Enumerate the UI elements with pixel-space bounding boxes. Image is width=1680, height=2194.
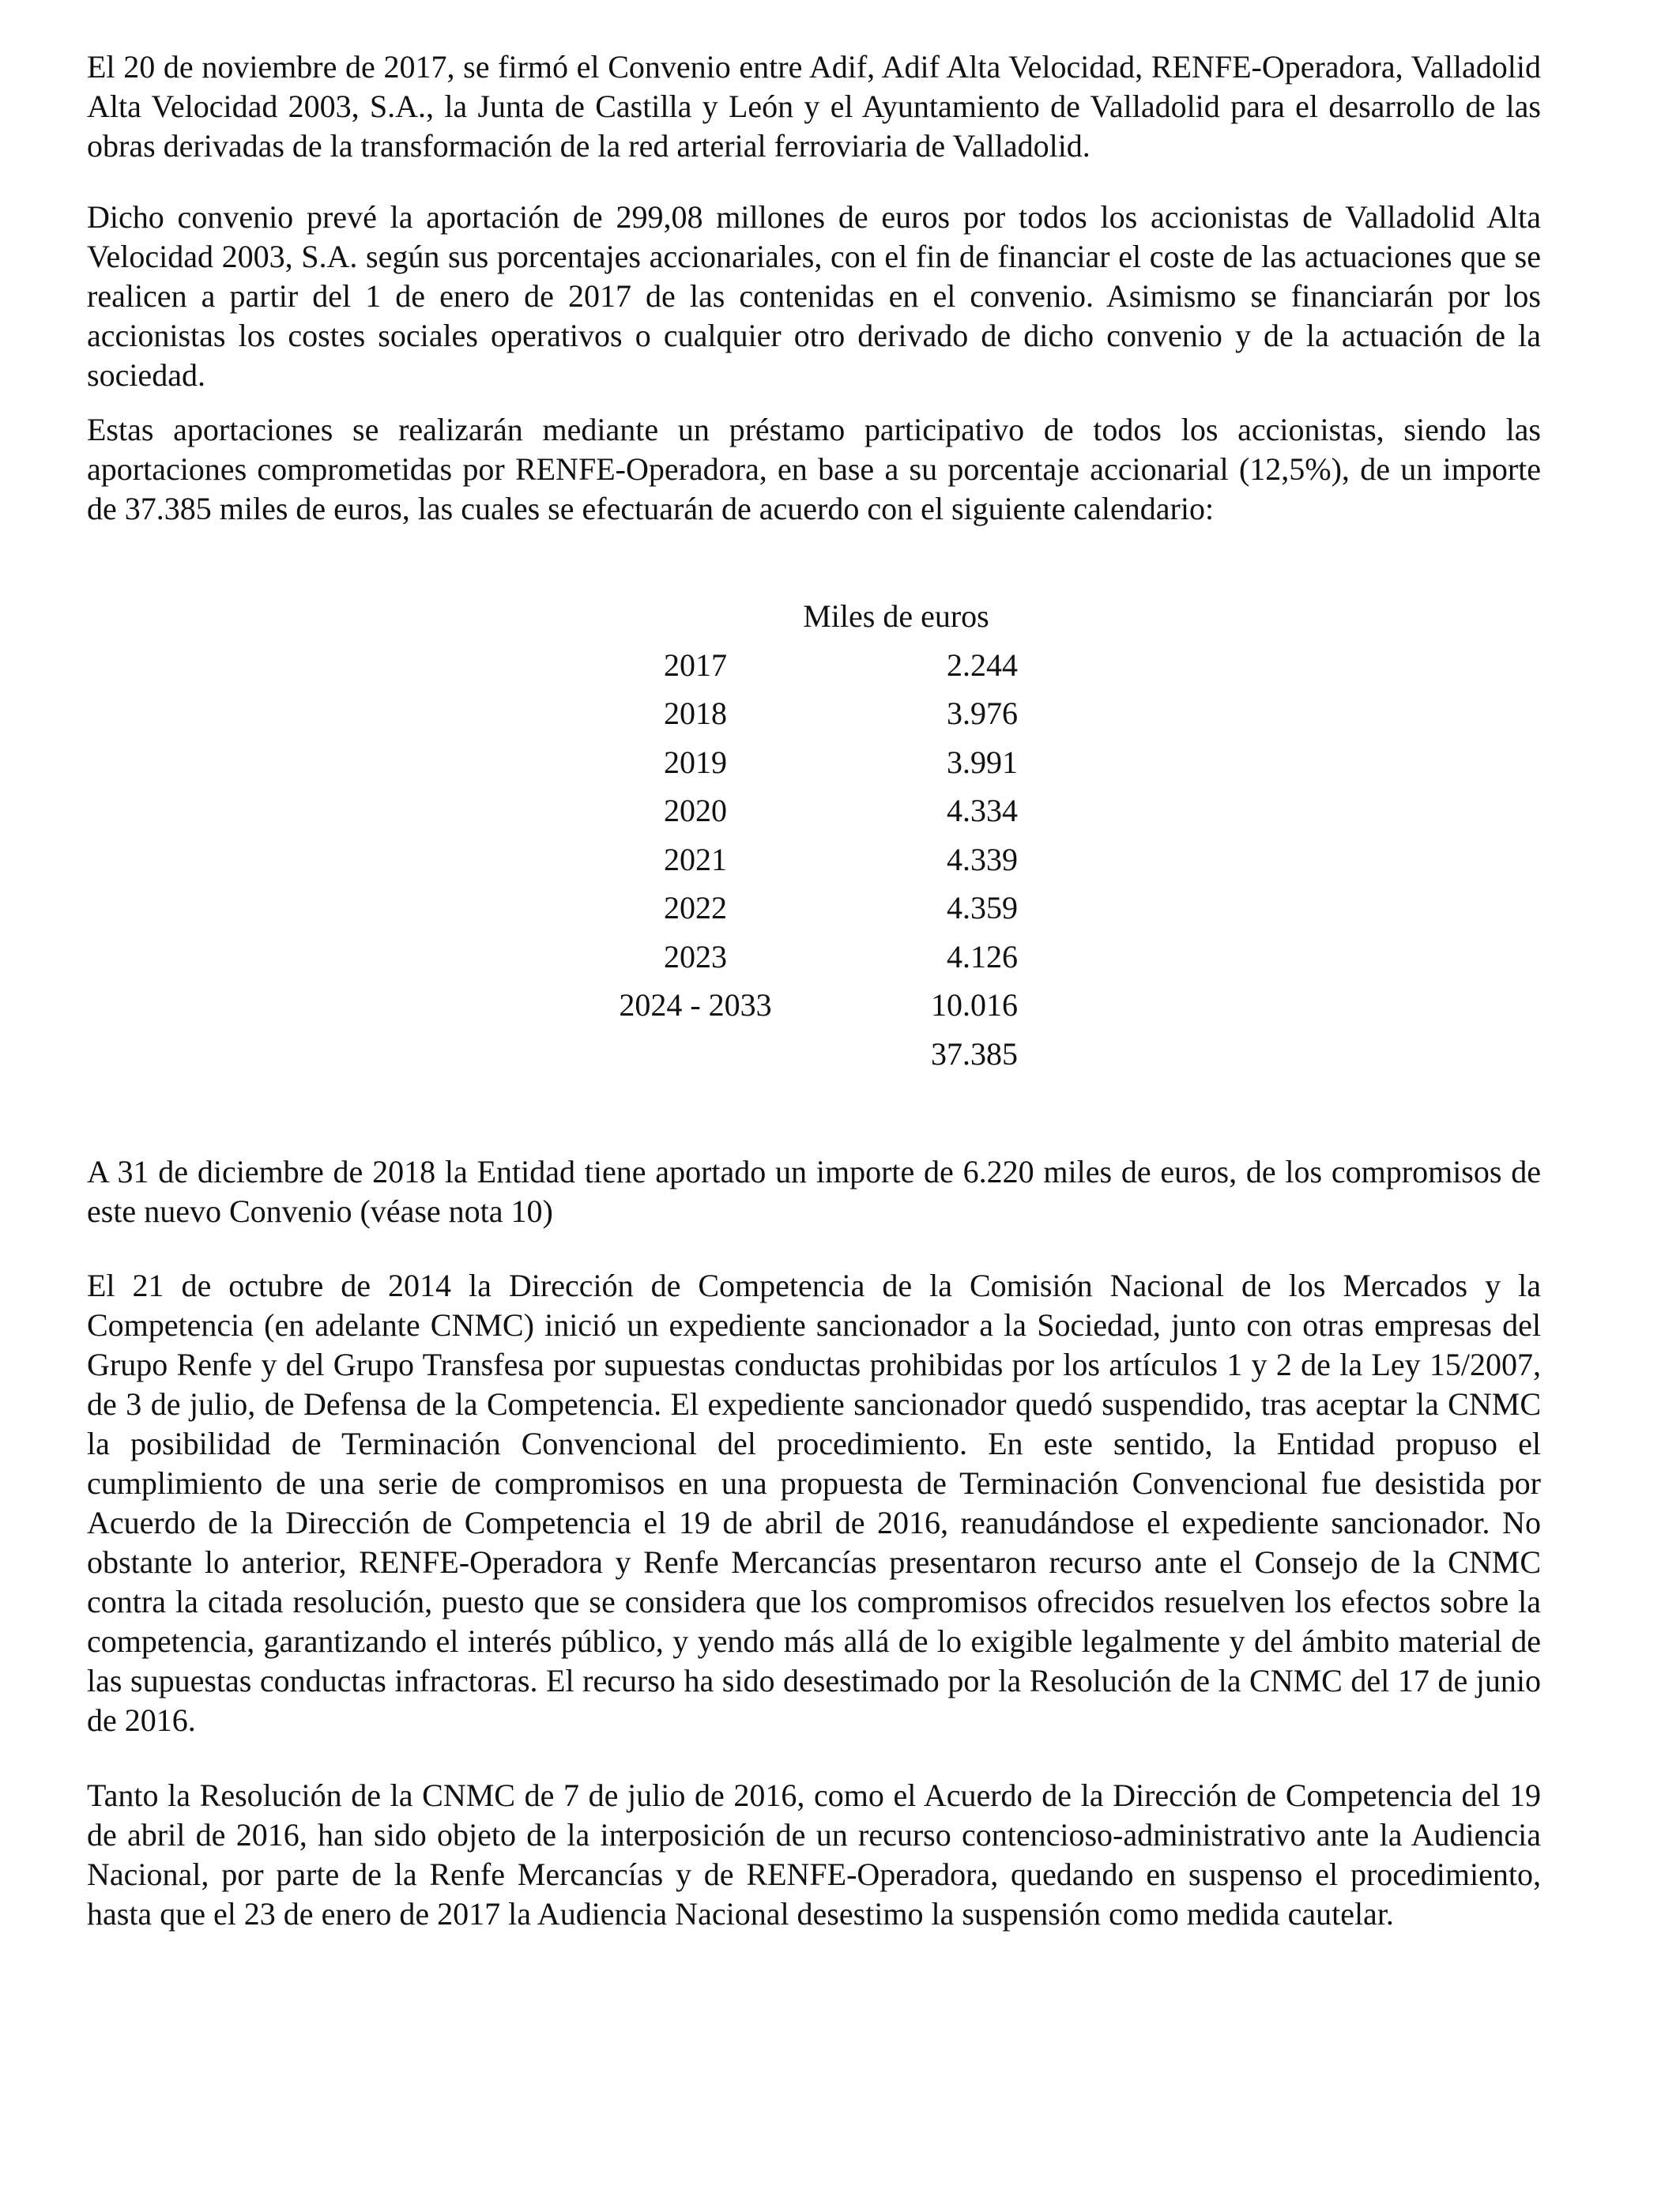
row-year: 2017 xyxy=(664,647,727,683)
table-row xyxy=(0,791,1680,831)
paragraph-convenio: El 20 de noviembre de 2017, se firmó el Convenio entre Adif, Adif Alta Velocidad, RENFE-Operadora, Valladolid Alta Velocidad 2003, S.A., la Junta de Castilla y León y el Ayuntamiento de Valladolid para el desarrollo de las obras derivadas de la transformación de la red arterial ferroviaria de Valladolid. xyxy=(87,49,1541,164)
row-value: 4.334 xyxy=(947,793,1018,828)
table-row xyxy=(0,743,1680,782)
row-value: 2.244 xyxy=(947,647,1018,683)
table-row xyxy=(0,840,1680,880)
row-value: 3.991 xyxy=(947,745,1018,780)
row-year: 2020 xyxy=(664,793,727,828)
table-row xyxy=(0,986,1680,1025)
table-header: Miles de euros xyxy=(803,598,989,634)
paragraph-cnmc-expediente: El 21 de octubre de 2014 la Dirección de Competencia de la Comisión Nacional de los Mercados y la Competencia (en adelante CNMC) inició un expediente sancionador a la Sociedad, junto con otras empresas del Grupo Renfe y del Grupo Transfesa por supuestas conductas prohibidas por los artículos 1 y 2 de la Ley 15/2007, de 3 de julio, de Defensa de la Competencia. El expediente sancionador quedó suspendido, tras aceptar la CNMC la posibilidad de Terminación Convencional del procedimiento. En este sentido, la Entidad propuso el cumplimiento de una serie de compromisos en una propuesta de Terminación Convencional fue desistida por Acuerdo de la Dirección de Competencia el 19 de abril de 2016, reanudándose el expediente sancionador. No obstante lo anterior, RENFE-Operadora y Renfe Mercancías presentaron recurso ante el Consejo de la CNMC contra la citada resolución, puesto que se considera que los compromisos ofrecidos resuelven los efectos sobre la competencia, garantizando el interés público, y yendo más allá de lo exigible legalmente y del ámbito material de las supuestas conductas infractoras. El recurso ha sido desestimado por la Resolución de la CNMC del 17 de junio de 2016. xyxy=(87,1268,1541,1738)
row-year: 2024 - 2033 xyxy=(619,987,772,1023)
table-row xyxy=(0,888,1680,928)
row-year: 2021 xyxy=(664,842,727,877)
paragraph-aportacion: Dicho convenio prevé la aportación de 299,08 millones de euros por todos los accionistas de Valladolid Alta Velocidad 2003, S.A. según sus porcentajes accionariales, con el fin de financiar el coste de las actuaciones que se realicen a partir del 1 de enero de 2017 de las contenidas en el convenio. Asimismo se financiarán por los accionistas los costes sociales operativos o cualquier otro derivado de dicho convenio y de la actuación de la sociedad. xyxy=(87,199,1541,393)
row-year: 2018 xyxy=(664,696,727,731)
row-year: 2023 xyxy=(664,939,727,974)
row-value: 10.016 xyxy=(931,987,1018,1023)
table-row xyxy=(0,937,1680,977)
paragraph-prestamo: Estas aportaciones se realizarán mediante un préstamo participativo de todos los accionistas, siendo las aportaciones comprometidas por RENFE-Operadora, en base a su porcentaje accionarial (12,5%), de un importe de 37.385 miles de euros, las cuales se efectuarán de acuerdo con el siguiente calendario: xyxy=(87,412,1541,526)
table-total-row xyxy=(0,1035,1680,1074)
table-row xyxy=(0,646,1680,685)
row-value: 3.976 xyxy=(947,696,1018,731)
table-row xyxy=(0,694,1680,733)
total-value: 37.385 xyxy=(931,1036,1018,1072)
paragraph-aportado: A 31 de diciembre de 2018 la Entidad tiene aportado un importe de 6.220 miles de euros, de los compromisos de este nuevo Convenio (véase nota 10) xyxy=(87,1154,1541,1229)
row-year: 2022 xyxy=(664,890,727,925)
row-year: 2019 xyxy=(664,745,727,780)
row-value: 4.126 xyxy=(947,939,1018,974)
paragraph-recurso: Tanto la Resolución de la CNMC de 7 de julio de 2016, como el Acuerdo de la Dirección de Competencia del 19 de abril de 2016, han sido objeto de la interposición de un recurso contencioso-administrativo ante la Audiencia Nacional, por parte de la Renfe Mercancías y de RENFE-Operadora, quedando en suspenso el procedimiento, hasta que el 23 de enero de 2017 la Audiencia Nacional desestimo la suspensión como medida cautelar. xyxy=(87,1777,1541,1932)
row-value: 4.359 xyxy=(947,890,1018,925)
row-value: 4.339 xyxy=(947,842,1018,877)
